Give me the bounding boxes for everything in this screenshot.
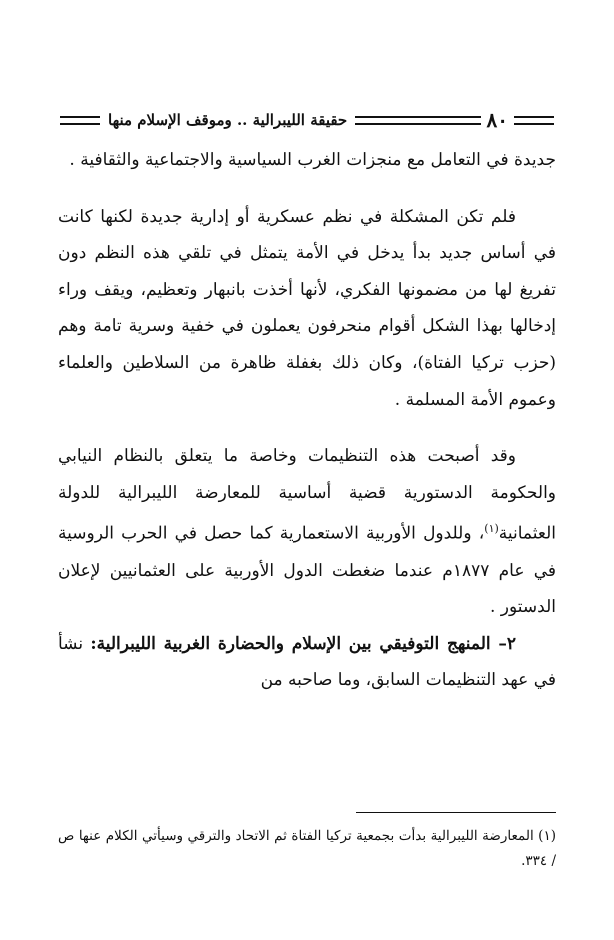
footnote-text: (١) المعارضة الليبرالية بدأت بجمعية تركيا الفتاة ثم الاتحاد والترقي وسيأتي الكلام عنها ص / ٣٣٤. — [58, 828, 556, 869]
paragraph-1: جديدة في التعامل مع منجزات الغرب السياسية والاجتماعية والثقافية . — [69, 150, 556, 170]
paragraph-4 — [58, 626, 556, 699]
paragraph-3-text-a: وقد أصبحت هذه التنظيمات وخاصة ما يتعلق بالنظام النيابي والحكومة الدستورية قضية أساسية للمعارضة الليبرالية للدولة العثمانية — [58, 446, 556, 544]
paragraph-2: فلم تكن المشكلة في نظم عسكرية أو إدارية جديدة لكنها كانت في أساس جديد بدأ يدخل في الأمة يتمثل في تلقي هذه النظم دون تفريغ لها من مضمونها الفكري، لأنها أخذت بانبهار وتعظيم، ويقف وراء إدخالها بهذا الشكل أقوام منحرفون يعملون في خفية وسرية تامة وهم (حزب تركيا الفتاة)، وكان ذلك بغفلة ظاهرة من السلاطين والعلماء وعموم الأمة المسلمة . — [58, 206, 556, 410]
page-header — [60, 108, 554, 132]
page-number: ٨٠ — [486, 108, 508, 132]
running-title: حقيقة الليبرالية .. وموقف الإسلام منها — [108, 111, 348, 129]
main-text — [58, 142, 556, 699]
footnote-reference[interactable]: (١) — [484, 522, 499, 536]
footnote — [58, 824, 556, 874]
paragraph-3-text-b: ، وللدول الأوربية الاستعمارية كما حصل في الحرب الروسية في عام ١٨٧٧م عندما ضغطت الدول الأوربية على العثمانيين لإعلان الدستور . — [58, 524, 557, 618]
header-rule-middle — [355, 116, 480, 125]
header-rule-right — [514, 116, 554, 125]
footnote-separator — [356, 812, 556, 813]
paragraph-4-text: نشأ في عهد التنظيمات السابق، وما صاحبه من — [58, 633, 556, 691]
section-heading: ٢– المنهج التوفيقي بين الإسلام والحضارة الغربية الليبرالية: — [90, 633, 516, 654]
paragraph-3 — [58, 438, 556, 626]
header-rule-left — [60, 116, 100, 125]
